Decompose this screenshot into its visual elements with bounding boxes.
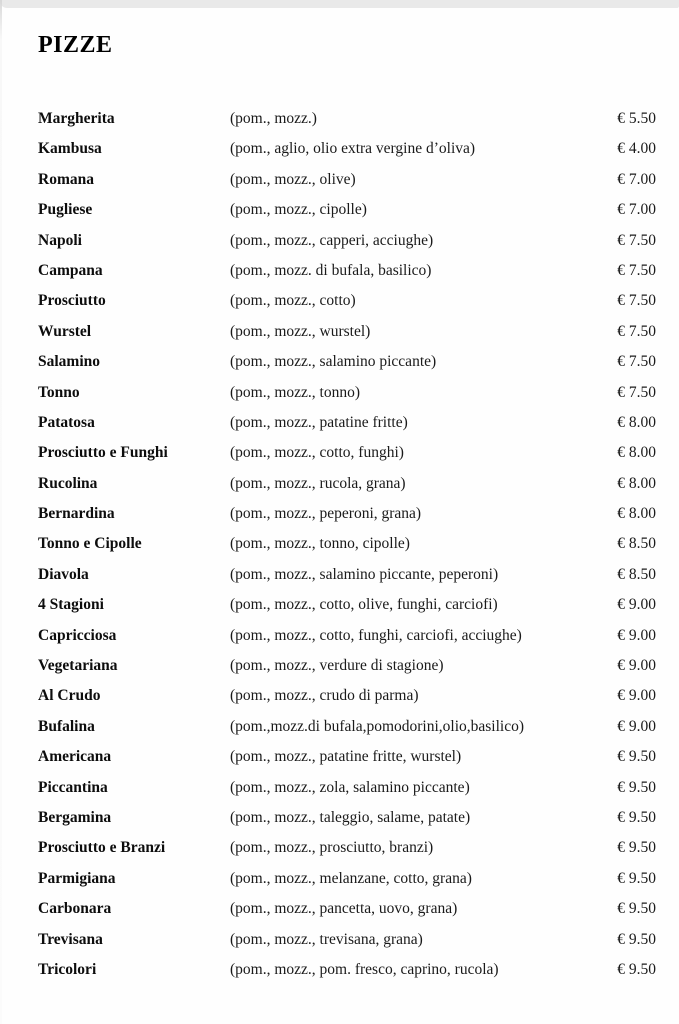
menu-item-name: Bufalina: [38, 717, 95, 735]
menu-item-description: (pom., mozz., trevisana, grana): [230, 930, 423, 948]
menu-item-price: € 7.50: [617, 322, 656, 340]
menu-item-price: € 8.50: [617, 535, 656, 553]
menu-item-price: € 9.50: [617, 748, 656, 766]
menu-item-row: [38, 165, 656, 195]
menu-item-name: Capricciosa: [38, 626, 117, 644]
menu-item-price: € 7.00: [617, 170, 656, 188]
menu-item-row: [38, 347, 656, 377]
menu-item-description: (pom., mozz.): [230, 110, 317, 127]
menu-item-price: € 9.50: [617, 808, 656, 826]
menu-item-row: [38, 681, 656, 711]
menu-item-description: (pom., mozz., cotto, olive, funghi, carciofi): [230, 596, 498, 614]
menu-item-price: € 8.00: [617, 413, 656, 431]
menu-item-row: [38, 499, 656, 529]
menu-item-row: [38, 742, 656, 772]
menu-item-row: [38, 894, 656, 924]
menu-item-name: Piccantina: [38, 778, 108, 796]
menu-item-name: Parmigiana: [38, 869, 116, 887]
menu-item-price: € 4.00: [617, 140, 656, 158]
menu-item-row: [38, 438, 656, 468]
menu-item-price: € 9.00: [617, 657, 656, 675]
menu-item-price: € 7.50: [617, 261, 656, 279]
menu-item-name: Patatosa: [38, 413, 95, 431]
menu-item-description: (pom., mozz., crudo di parma): [230, 687, 419, 705]
menu-item-name: Bernardina: [38, 505, 115, 523]
menu-item-price: € 9.00: [617, 626, 656, 644]
menu-item-row: [38, 773, 656, 803]
menu-item-price: € 7.50: [617, 353, 656, 371]
menu-item-name: Margherita: [38, 110, 115, 127]
menu-item-price: € 8.00: [617, 444, 656, 462]
menu-item-name: Carbonara: [38, 900, 112, 918]
menu-item-name: Tonno e Cipolle: [38, 535, 142, 553]
menu-item-name: Salamino: [38, 353, 101, 371]
menu-item-row: [38, 195, 656, 225]
menu-item-description: (pom., mozz., salamino piccante, peperoni): [230, 565, 499, 583]
menu-item-name: Tricolori: [38, 960, 97, 978]
menu-item-price: € 7.50: [617, 383, 656, 401]
menu-item-row: [38, 712, 656, 742]
menu-item-name: Campana: [38, 261, 103, 279]
menu-item-description: (pom., mozz., salamino piccante): [230, 353, 437, 371]
menu-item-name: Rucolina: [38, 474, 98, 492]
menu-item-description: (pom., mozz., prosciutto, branzi): [230, 839, 434, 857]
menu-item-row: [38, 529, 656, 559]
menu-item-name: Diavola: [38, 565, 89, 583]
menu-item-row: [38, 286, 656, 316]
menu-item-name: Americana: [38, 748, 112, 766]
menu-item-description: (pom., mozz., wurstel): [230, 322, 371, 340]
menu-item-price: € 9.50: [617, 778, 656, 796]
menu-item-price: € 9.50: [617, 960, 656, 978]
menu-item-description: (pom., mozz., verdure di stagione): [230, 657, 444, 675]
menu-item-name: Romana: [38, 170, 94, 188]
menu-item-description: (pom., mozz., capperi, acciughe): [230, 231, 434, 249]
menu-item-name: Trevisana: [38, 930, 103, 948]
menu-item-price: € 9.00: [617, 687, 656, 705]
menu-item-price: € 7.50: [617, 231, 656, 249]
menu-item-description: (pom., mozz., pancetta, uovo, grana): [230, 900, 458, 918]
menu-item-name: 4 Stagioni: [38, 596, 104, 614]
menu-item-name: Prosciutto e Funghi: [38, 444, 168, 462]
menu-item-description: (pom., mozz., cotto, funghi): [230, 444, 404, 462]
menu-item-row: [38, 408, 656, 438]
menu-item-description: (pom., mozz., taleggio, salame, patate): [230, 808, 471, 826]
menu-item-row: [38, 469, 656, 499]
menu-item-description: (pom., mozz., olive): [230, 170, 356, 188]
menu-item-row: [38, 651, 656, 681]
menu-item-description: (pom., mozz., cipolle): [230, 201, 367, 219]
menu-item-description: (pom., mozz., rucola, grana): [230, 474, 406, 492]
menu-item-price: € 9.00: [617, 717, 656, 735]
menu-item-row: [38, 590, 656, 620]
menu-item-description: (pom., mozz., peperoni, grana): [230, 505, 422, 523]
menu-item-row: [38, 925, 656, 955]
menu-section-title: PIZZE: [38, 32, 113, 58]
menu-item-name: Pugliese: [38, 201, 93, 219]
menu-item-name: Bergamina: [38, 808, 112, 826]
menu-item-row: [38, 864, 656, 894]
menu-item-row: [38, 955, 656, 985]
menu-item-price: € 8.00: [617, 474, 656, 492]
menu-item-row: [38, 803, 656, 833]
menu-item-price: € 9.50: [617, 900, 656, 918]
menu-item-row: [38, 134, 656, 164]
menu-item-row: [38, 560, 656, 590]
menu-item-row: [38, 317, 656, 347]
menu-item-description: (pom., mozz., melanzane, cotto, grana): [230, 869, 472, 887]
menu-item-price: € 8.00: [617, 505, 656, 523]
menu-item-price: € 9.00: [617, 596, 656, 614]
menu-item-price: € 5.50: [617, 110, 656, 127]
menu-item-name: Napoli: [38, 231, 82, 249]
menu-item-price: € 8.50: [617, 565, 656, 583]
menu-item-price: € 9.50: [617, 930, 656, 948]
menu-item-description: (pom., mozz., pom. fresco, caprino, rucola): [230, 960, 499, 978]
menu-list: [38, 104, 656, 985]
menu-item-row: [38, 256, 656, 286]
menu-item-description: (pom., mozz., tonno): [230, 383, 361, 401]
menu-item-price: € 9.50: [617, 869, 656, 887]
menu-item-price: € 9.50: [617, 839, 656, 857]
menu-item-description: (pom., mozz., cotto): [230, 292, 356, 310]
menu-item-row: [38, 226, 656, 256]
menu-item-row: [38, 378, 656, 408]
menu-item-row: [38, 621, 656, 651]
menu-item-price: € 7.50: [617, 292, 656, 310]
menu-item-name: Prosciutto e Branzi: [38, 839, 166, 857]
menu-item-name: Wurstel: [38, 322, 92, 340]
menu-item-name: Kambusa: [38, 140, 102, 158]
menu-item-name: Tonno: [38, 383, 80, 401]
menu-item-description: (pom., mozz., patatine fritte): [230, 413, 408, 431]
menu-item-description: (pom.,mozz.di bufala,pomodorini,olio,basilico): [230, 717, 525, 735]
menu-item-name: Vegetariana: [38, 657, 118, 675]
menu-item-description: (pom., mozz., patatine fritte, wurstel): [230, 748, 462, 766]
menu-item-name: Al Crudo: [38, 687, 101, 705]
menu-item-description: (pom., mozz., tonno, cipolle): [230, 535, 410, 553]
menu-item-row: [38, 104, 656, 134]
menu-item-price: € 7.00: [617, 201, 656, 219]
menu-item-row: [38, 833, 656, 863]
menu-item-description: (pom., mozz., zola, salamino piccante): [230, 778, 470, 796]
menu-item-name: Prosciutto: [38, 292, 106, 310]
menu-item-description: (pom., mozz. di bufala, basilico): [230, 261, 432, 279]
menu-item-description: (pom., mozz., cotto, funghi, carciofi, acciughe): [230, 626, 522, 644]
menu-item-description: (pom., aglio, olio extra vergine d’oliva): [230, 140, 476, 158]
